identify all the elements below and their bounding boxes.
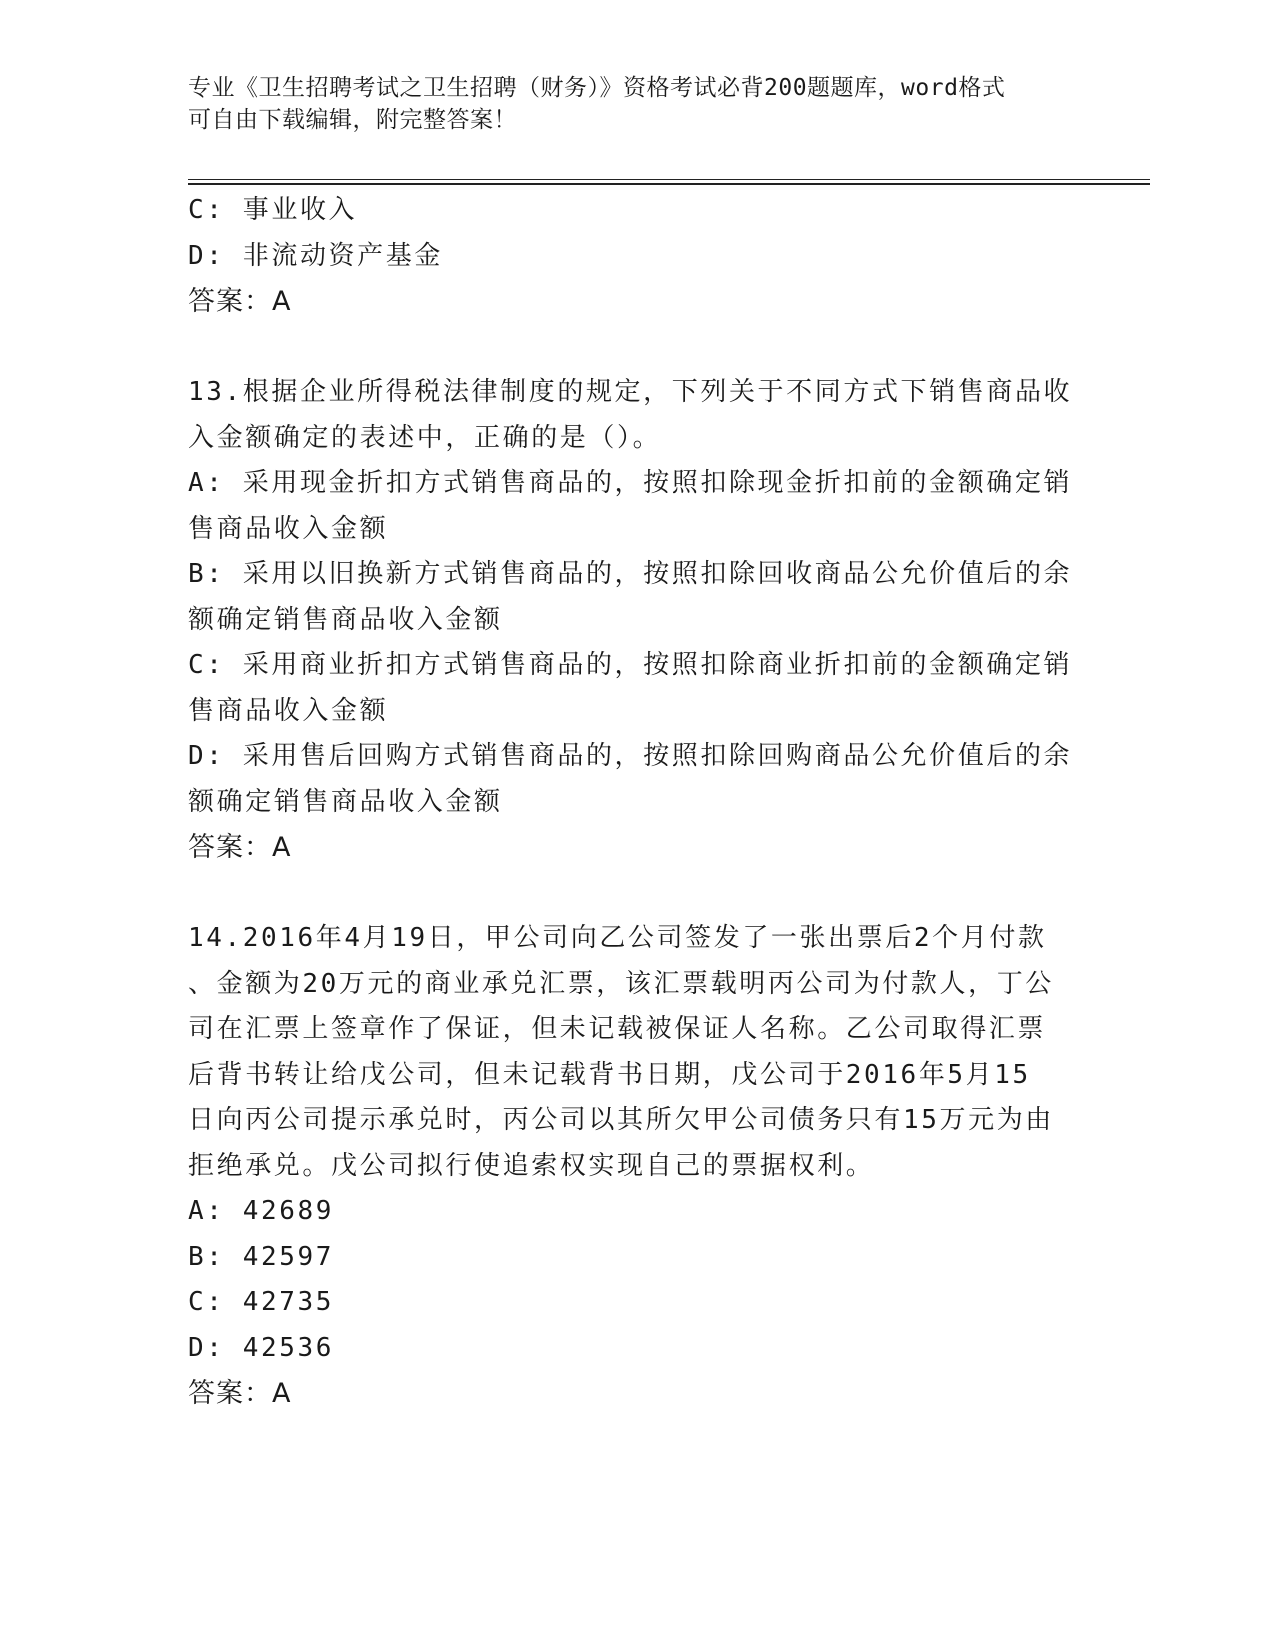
q14-stem-line-1: 14.2016年4月19日，甲公司向乙公司签发了一张出票后2个月付款 <box>188 923 1047 953</box>
spacer <box>188 325 1068 371</box>
document-header <box>188 72 1068 136</box>
q14-stem-line-3: 司在汇票上签章作了保证，但未记载被保证人名称。乙公司取得汇票 <box>188 1014 1047 1044</box>
header-divider-thin <box>188 179 1150 180</box>
q13-stem-line-2: 入金额确定的表述中，正确的是（）。 <box>188 422 662 453</box>
q14-stem-line-2: 、金额为20万元的商业承兑汇票，该汇票载明丙公司为付款人，丁公 <box>188 968 1054 999</box>
q14-option-d: D: 42536 <box>188 1332 335 1363</box>
q13-option-c-line-1: C: 采用商业折扣方式销售商品的，按照扣除商业折扣前的金额确定销 <box>188 650 1073 680</box>
q14-stem-line-5: 日向丙公司提示承兑时，丙公司以其所欠甲公司债务只有15万元为由 <box>188 1105 1054 1135</box>
document-body <box>188 188 1073 1417</box>
q12-option-d: D: 非流动资产基金 <box>188 240 443 271</box>
q13-option-a-line-1: A: 采用现金折扣方式销售商品的，按照扣除现金折扣前的金额确定销 <box>188 468 1073 498</box>
spacer <box>188 871 1068 917</box>
q14-stem-line-6: 拒绝承兑。戊公司拟行使追索权实现自己的票据权利。 <box>188 1150 875 1181</box>
header-title-line-1: 专业《卫生招聘考试之卫生招聘（财务）》资格考试必背200题题库，word格式 <box>188 75 1006 101</box>
q12-answer: 答案：A <box>188 286 292 317</box>
q12-option-c: C: 事业收入 <box>188 195 358 225</box>
header-divider-thick <box>188 183 1150 185</box>
q13-option-a-line-2: 售商品收入金额 <box>188 513 389 544</box>
q13-option-d-line-1: D: 采用售后回购方式销售商品的，按照扣除回购商品公允价值后的余 <box>188 741 1073 771</box>
q13-option-c-line-2: 售商品收入金额 <box>188 695 389 726</box>
q14-option-b: B: 42597 <box>188 1241 335 1272</box>
header-title-line-2: 可自由下载编辑，附完整答案！ <box>188 107 517 133</box>
q13-answer: 答案：A <box>188 832 292 863</box>
q13-option-d-line-2: 额确定销售商品收入金额 <box>188 786 503 817</box>
q14-answer: 答案：A <box>188 1378 292 1409</box>
q13-option-b-line-1: B: 采用以旧换新方式销售商品的，按照扣除回收商品公允价值后的余 <box>188 559 1073 589</box>
q14-stem-line-4: 后背书转让给戊公司，但未记载背书日期，戊公司于2016年5月15 <box>188 1059 1031 1090</box>
q14-option-c: C: 42735 <box>188 1287 335 1317</box>
q13-option-b-line-2: 额确定销售商品收入金额 <box>188 604 503 635</box>
q14-option-a: A: 42689 <box>188 1196 335 1226</box>
q13-stem-line-1: 13.根据企业所得税法律制度的规定，下列关于不同方式下销售商品收 <box>188 377 1073 407</box>
